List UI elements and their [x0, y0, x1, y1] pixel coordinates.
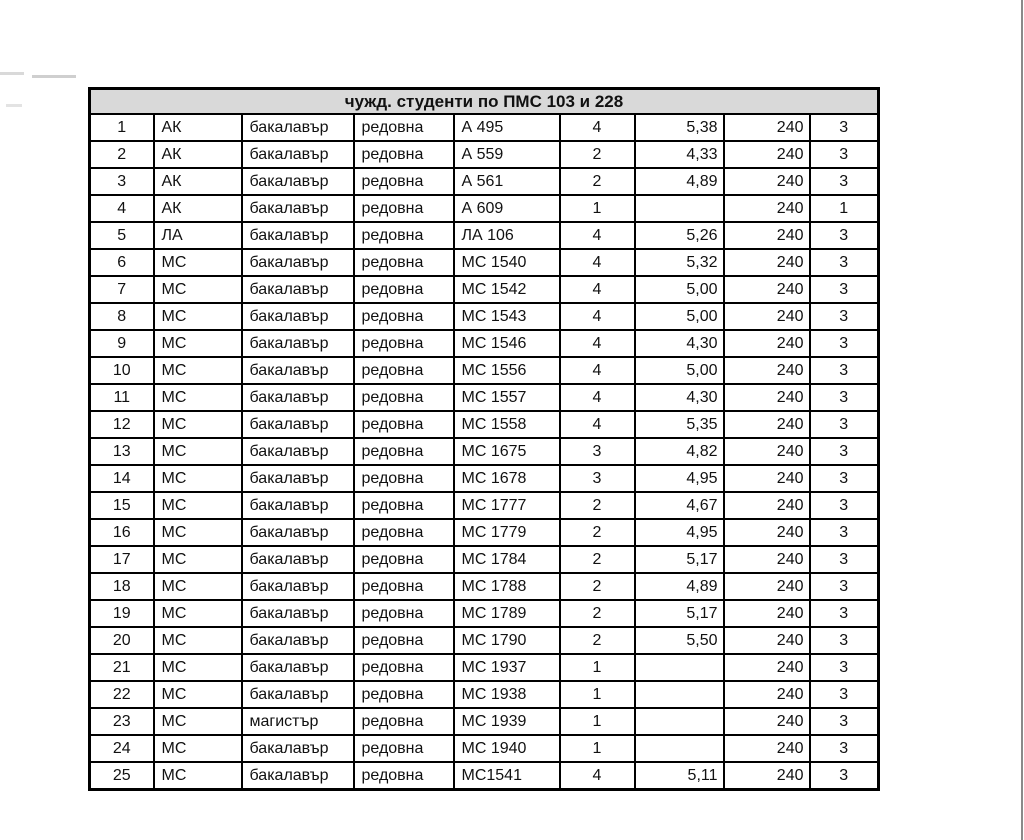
table-row: [90, 411, 879, 438]
table-cell: [635, 708, 724, 735]
table-cell: А 559: [454, 141, 560, 168]
table-cell: 3: [810, 519, 879, 546]
table-cell: 4: [560, 330, 635, 357]
table-cell: 240: [724, 195, 810, 222]
table-cell: 240: [724, 357, 810, 384]
table-cell: 3: [560, 438, 635, 465]
table-cell: 5,50: [635, 627, 724, 654]
table-cell: 240: [724, 654, 810, 681]
table-cell: МС: [154, 762, 242, 790]
scan-noise-mark: [0, 72, 24, 75]
table-cell: редовна: [354, 492, 454, 519]
table-cell: МС 1937: [454, 654, 560, 681]
table-cell: 4,30: [635, 330, 724, 357]
table-cell: 3: [90, 168, 154, 195]
table-cell: 2: [90, 141, 154, 168]
table-cell: 3: [810, 654, 879, 681]
table-cell: редовна: [354, 627, 454, 654]
table-cell: МС 1558: [454, 411, 560, 438]
table-cell: 4,30: [635, 384, 724, 411]
table-cell: редовна: [354, 249, 454, 276]
table-cell: 4: [560, 114, 635, 141]
table-title-row: [90, 89, 879, 115]
table-cell: МС 1939: [454, 708, 560, 735]
table-cell: 240: [724, 249, 810, 276]
table-cell: 3: [810, 681, 879, 708]
table-cell: 4,95: [635, 519, 724, 546]
table-cell: 5,00: [635, 357, 724, 384]
table-cell: МС 1557: [454, 384, 560, 411]
table-cell: редовна: [354, 384, 454, 411]
table-cell: бакалавър: [242, 573, 354, 600]
scan-noise-mark: [32, 75, 76, 78]
table-cell: 3: [810, 222, 879, 249]
table-cell: 3: [810, 735, 879, 762]
table-cell: 4,67: [635, 492, 724, 519]
table-cell: редовна: [354, 168, 454, 195]
table-row: [90, 168, 879, 195]
table-row: [90, 762, 879, 790]
table-cell: 14: [90, 465, 154, 492]
table-cell: 5,26: [635, 222, 724, 249]
table-cell: 3: [810, 303, 879, 330]
table-body: [90, 114, 879, 790]
table-cell: МС 1788: [454, 573, 560, 600]
table-cell: 3: [810, 573, 879, 600]
table-cell: 4: [560, 411, 635, 438]
table-cell: 4,89: [635, 168, 724, 195]
table-cell: 240: [724, 330, 810, 357]
table-cell: МС: [154, 654, 242, 681]
table-cell: бакалавър: [242, 411, 354, 438]
table-cell: 5,11: [635, 762, 724, 790]
table-cell: редовна: [354, 573, 454, 600]
table-cell: [635, 681, 724, 708]
table-cell: 9: [90, 330, 154, 357]
table-cell: 3: [810, 276, 879, 303]
table-cell: 13: [90, 438, 154, 465]
table-cell: редовна: [354, 222, 454, 249]
table-cell: бакалавър: [242, 438, 354, 465]
table-cell: 1: [810, 195, 879, 222]
table-cell: 240: [724, 141, 810, 168]
table-row: [90, 654, 879, 681]
table-cell: МС: [154, 249, 242, 276]
table-cell: бакалавър: [242, 519, 354, 546]
table-cell: МС 1938: [454, 681, 560, 708]
table-cell: 3: [810, 627, 879, 654]
table-row: [90, 735, 879, 762]
table-cell: 15: [90, 492, 154, 519]
table-cell: МС 1543: [454, 303, 560, 330]
table-cell: МС: [154, 492, 242, 519]
table-cell: бакалавър: [242, 114, 354, 141]
table-cell: 20: [90, 627, 154, 654]
table-cell: 240: [724, 546, 810, 573]
table-cell: бакалавър: [242, 141, 354, 168]
table-cell: 240: [724, 627, 810, 654]
table-cell: 240: [724, 222, 810, 249]
table-cell: редовна: [354, 546, 454, 573]
table-cell: редовна: [354, 708, 454, 735]
table-cell: 2: [560, 492, 635, 519]
table-cell: [635, 654, 724, 681]
table-cell: 3: [810, 384, 879, 411]
table-cell: бакалавър: [242, 681, 354, 708]
table-cell: МС: [154, 708, 242, 735]
table-cell: 16: [90, 519, 154, 546]
table-cell: 5,00: [635, 303, 724, 330]
table-cell: МС 1777: [454, 492, 560, 519]
table-cell: МС: [154, 411, 242, 438]
table-cell: 240: [724, 492, 810, 519]
table-cell: 240: [724, 762, 810, 790]
table-cell: МС: [154, 627, 242, 654]
table-cell: 240: [724, 600, 810, 627]
table-cell: 18: [90, 573, 154, 600]
table-cell: 3: [810, 762, 879, 790]
table-cell: МС: [154, 303, 242, 330]
table-cell: 240: [724, 276, 810, 303]
table-cell: редовна: [354, 681, 454, 708]
table-cell: 4: [90, 195, 154, 222]
table-cell: редовна: [354, 735, 454, 762]
table-cell: 1: [560, 735, 635, 762]
table-cell: 2: [560, 519, 635, 546]
table-cell: 3: [810, 492, 879, 519]
table-cell: 5,17: [635, 600, 724, 627]
table-cell: редовна: [354, 519, 454, 546]
table-row: [90, 708, 879, 735]
table-cell: 17: [90, 546, 154, 573]
table-cell: 4: [560, 276, 635, 303]
table-cell: 22: [90, 681, 154, 708]
table-row: [90, 546, 879, 573]
table-cell: 21: [90, 654, 154, 681]
foreign-students-table: [88, 87, 880, 791]
table-row: [90, 222, 879, 249]
table-cell: А 609: [454, 195, 560, 222]
table-cell: 5,35: [635, 411, 724, 438]
table-cell: редовна: [354, 357, 454, 384]
table-row: [90, 141, 879, 168]
table-cell: 240: [724, 114, 810, 141]
table-row: [90, 276, 879, 303]
table-cell: бакалавър: [242, 654, 354, 681]
table-cell: 3: [810, 600, 879, 627]
table-cell: 5,38: [635, 114, 724, 141]
table-cell: 4,95: [635, 465, 724, 492]
table-row: [90, 600, 879, 627]
table-row: [90, 519, 879, 546]
table-cell: МС: [154, 519, 242, 546]
table-cell: редовна: [354, 303, 454, 330]
table-cell: 5,32: [635, 249, 724, 276]
table-cell: 240: [724, 384, 810, 411]
table-cell: АК: [154, 168, 242, 195]
table-cell: 1: [560, 654, 635, 681]
table-cell: редовна: [354, 654, 454, 681]
table-cell: редовна: [354, 762, 454, 790]
table-row: [90, 114, 879, 141]
table-cell: редовна: [354, 438, 454, 465]
page-edge-scan-artifact: [1021, 0, 1023, 840]
table-cell: редовна: [354, 600, 454, 627]
table-cell: 4,89: [635, 573, 724, 600]
table-cell: 240: [724, 519, 810, 546]
table-cell: МС 1542: [454, 276, 560, 303]
table-row: [90, 627, 879, 654]
table-cell: бакалавър: [242, 357, 354, 384]
table-cell: редовна: [354, 141, 454, 168]
table-cell: бакалавър: [242, 276, 354, 303]
table-cell: 4: [560, 384, 635, 411]
table-row: [90, 249, 879, 276]
table-cell: 3: [810, 357, 879, 384]
table-cell: редовна: [354, 276, 454, 303]
table-cell: 19: [90, 600, 154, 627]
table-cell: АК: [154, 141, 242, 168]
table-row: [90, 303, 879, 330]
table-cell: МС: [154, 735, 242, 762]
table-cell: ЛА: [154, 222, 242, 249]
table-cell: 3: [810, 411, 879, 438]
table-cell: бакалавър: [242, 195, 354, 222]
table-row: [90, 465, 879, 492]
table-cell: 240: [724, 303, 810, 330]
table-cell: 3: [810, 438, 879, 465]
table-cell: МС 1556: [454, 357, 560, 384]
table-row: [90, 681, 879, 708]
table-cell: ЛА 106: [454, 222, 560, 249]
table-cell: бакалавър: [242, 384, 354, 411]
table-cell: 1: [560, 708, 635, 735]
table-cell: МС: [154, 465, 242, 492]
table-cell: 2: [560, 573, 635, 600]
table-cell: 3: [810, 249, 879, 276]
table-cell: МС: [154, 546, 242, 573]
table-cell: бакалавър: [242, 600, 354, 627]
table-cell: редовна: [354, 411, 454, 438]
table-cell: 1: [560, 681, 635, 708]
table-cell: МС: [154, 384, 242, 411]
table-cell: 2: [560, 546, 635, 573]
table-cell: МС 1678: [454, 465, 560, 492]
table-cell: 240: [724, 411, 810, 438]
table-cell: 2: [560, 600, 635, 627]
table-cell: 5,17: [635, 546, 724, 573]
table-cell: бакалавър: [242, 735, 354, 762]
table-row: [90, 438, 879, 465]
table-cell: 240: [724, 573, 810, 600]
table-cell: 5: [90, 222, 154, 249]
table-cell: А 495: [454, 114, 560, 141]
table-cell: 24: [90, 735, 154, 762]
table-cell: 1: [560, 195, 635, 222]
table-cell: 4,82: [635, 438, 724, 465]
table-cell: 3: [810, 465, 879, 492]
table-cell: 23: [90, 708, 154, 735]
table-cell: МС 1546: [454, 330, 560, 357]
table-cell: 3: [810, 546, 879, 573]
table-cell: МС 1789: [454, 600, 560, 627]
table-title: чужд. студенти по ПМС 103 и 228: [90, 89, 879, 115]
table-cell: 3: [560, 465, 635, 492]
table-row: [90, 357, 879, 384]
table-cell: 12: [90, 411, 154, 438]
table-cell: 11: [90, 384, 154, 411]
table-cell: МС1541: [454, 762, 560, 790]
table-cell: 3: [810, 168, 879, 195]
table-cell: 4: [560, 249, 635, 276]
table-cell: бакалавър: [242, 627, 354, 654]
table-cell: 6: [90, 249, 154, 276]
table-cell: 10: [90, 357, 154, 384]
table-cell: магистър: [242, 708, 354, 735]
table-cell: бакалавър: [242, 330, 354, 357]
table-cell: 25: [90, 762, 154, 790]
table-cell: 240: [724, 438, 810, 465]
table-cell: МС: [154, 600, 242, 627]
table-cell: бакалавър: [242, 762, 354, 790]
table-cell: МС 1779: [454, 519, 560, 546]
table-cell: бакалавър: [242, 249, 354, 276]
table-row: [90, 195, 879, 222]
table-cell: редовна: [354, 114, 454, 141]
table-cell: бакалавър: [242, 492, 354, 519]
table-cell: 240: [724, 708, 810, 735]
table-cell: 7: [90, 276, 154, 303]
table-cell: бакалавър: [242, 222, 354, 249]
table-cell: 3: [810, 114, 879, 141]
table-cell: 2: [560, 141, 635, 168]
table-row: [90, 573, 879, 600]
table-cell: 4: [560, 222, 635, 249]
table-cell: МС: [154, 276, 242, 303]
table-cell: 5,00: [635, 276, 724, 303]
table-cell: МС: [154, 681, 242, 708]
table-cell: МС 1790: [454, 627, 560, 654]
table-cell: редовна: [354, 195, 454, 222]
table-cell: 3: [810, 708, 879, 735]
table-cell: 4: [560, 762, 635, 790]
table-cell: бакалавър: [242, 465, 354, 492]
table-cell: АК: [154, 114, 242, 141]
table-cell: 3: [810, 141, 879, 168]
table-row: [90, 492, 879, 519]
scan-noise-mark: [6, 104, 22, 107]
table-cell: 4,33: [635, 141, 724, 168]
table-cell: [635, 735, 724, 762]
table-cell: 240: [724, 735, 810, 762]
table-cell: МС: [154, 330, 242, 357]
table-cell: МС 1940: [454, 735, 560, 762]
table-cell: МС: [154, 357, 242, 384]
table-cell: 240: [724, 168, 810, 195]
table-cell: 4: [560, 303, 635, 330]
table-cell: АК: [154, 195, 242, 222]
table-cell: бакалавър: [242, 168, 354, 195]
table-cell: МС 1675: [454, 438, 560, 465]
table-cell: 240: [724, 681, 810, 708]
table-cell: 1: [90, 114, 154, 141]
table-cell: МС: [154, 573, 242, 600]
table-row: [90, 330, 879, 357]
table-cell: МС: [154, 438, 242, 465]
table-cell: бакалавър: [242, 546, 354, 573]
table-cell: редовна: [354, 465, 454, 492]
table-cell: 2: [560, 627, 635, 654]
table-cell: редовна: [354, 330, 454, 357]
table-row: [90, 384, 879, 411]
table-cell: 3: [810, 330, 879, 357]
table-cell: 8: [90, 303, 154, 330]
table-cell: 2: [560, 168, 635, 195]
table-cell: бакалавър: [242, 303, 354, 330]
table-cell: МС 1784: [454, 546, 560, 573]
table-cell: А 561: [454, 168, 560, 195]
table-cell: МС 1540: [454, 249, 560, 276]
table-cell: [635, 195, 724, 222]
table-cell: 240: [724, 465, 810, 492]
table-cell: 4: [560, 357, 635, 384]
